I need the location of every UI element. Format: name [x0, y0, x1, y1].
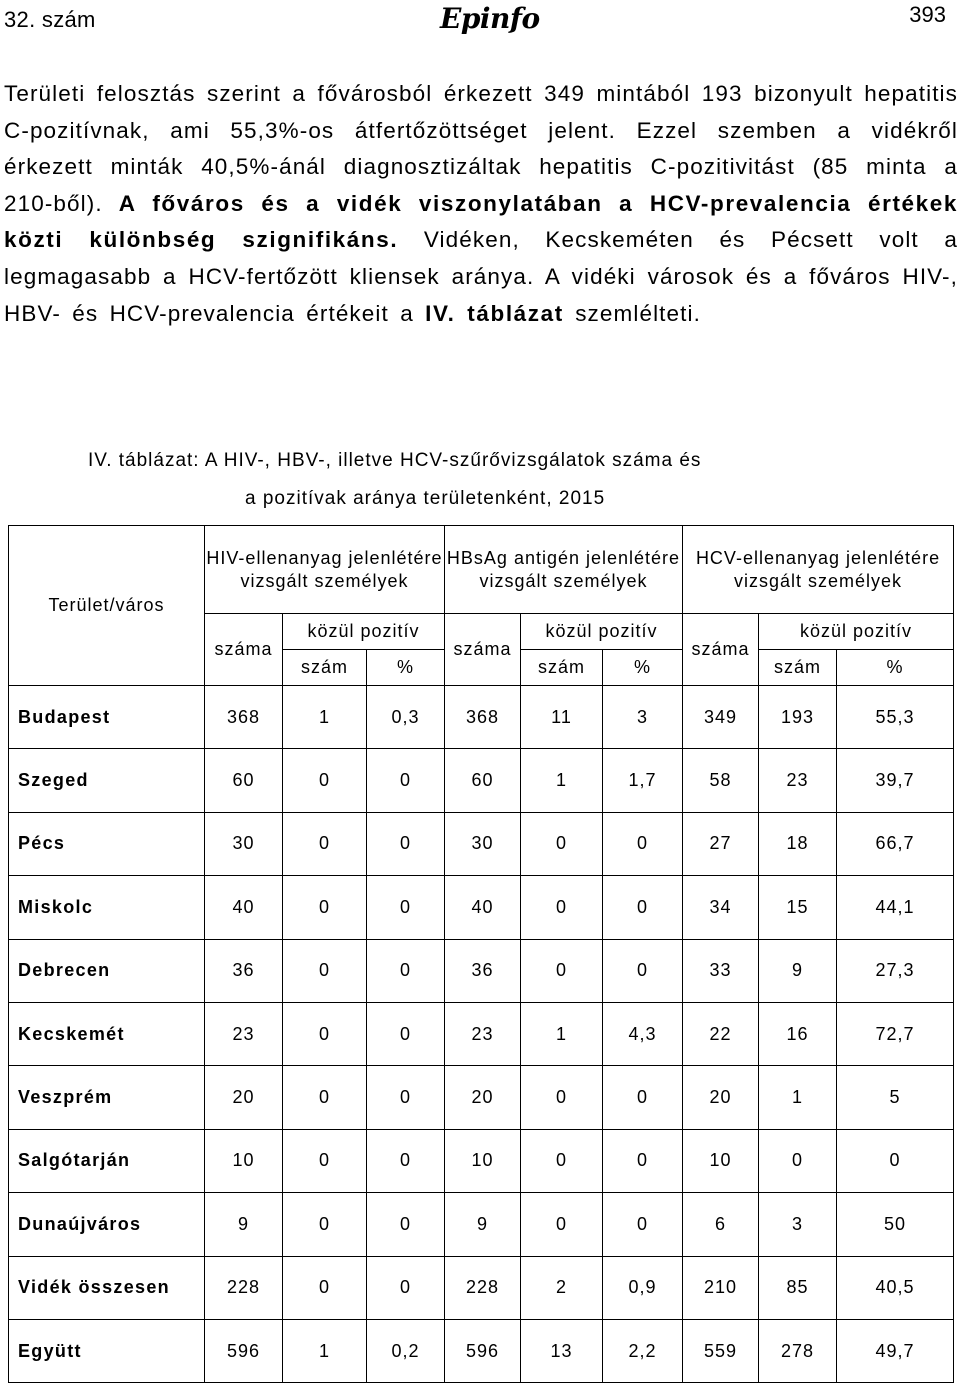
table-cell: 210 [683, 1256, 759, 1319]
table-reference: IV. táblázat [425, 300, 564, 326]
body-paragraph [4, 76, 958, 332]
header-hbs-pct: % [603, 650, 683, 686]
table-cell: 10 [683, 1129, 759, 1192]
table-cell: 20 [445, 1066, 521, 1129]
table-cell: 66,7 [837, 812, 954, 875]
table-cell: 193 [759, 686, 837, 749]
table-cell: 0 [367, 1256, 445, 1319]
table-cell: 0 [283, 1002, 367, 1065]
table-cell: 0 [603, 812, 683, 875]
paragraph-text-3: szemlélteti. [575, 300, 701, 326]
table-row [9, 1193, 954, 1256]
table-cell: 2 [521, 1256, 603, 1319]
header-hiv-pct: % [367, 650, 445, 686]
table-cell: 10 [445, 1129, 521, 1192]
table-cell: 60 [205, 749, 283, 812]
header-hcv-pct: % [837, 650, 954, 686]
row-area-name: Szeged [9, 749, 205, 812]
table-row [9, 876, 954, 939]
issue-number: 32. szám [4, 7, 96, 32]
table-cell: 559 [683, 1319, 759, 1382]
header-group-hcv: HCV-ellenanyag jelenlétére vizsgált személyek [683, 526, 954, 614]
table-cell: 0,3 [367, 686, 445, 749]
table-cell: 0 [521, 1066, 603, 1129]
table-caption-line-2: a pozitívak aránya területenként, 2015 [245, 488, 606, 509]
table-caption-line-1: IV. táblázat: A HIV-, HBV-, illetve HCV-szűrővizsgálatok száma és [88, 450, 702, 471]
paragraph-text-1: Területi felosztás szerint a fővárosból érkezett 349 mintából 193 bizonyult hepatitis C-pozitívnak, ami 55,3%-os átfertőzöttséget jelent. Ezzel szemben a vidékről érkezett minták 40,5%-ánál diagnosztizáltak hepatitis C-pozitivitást (85 minta a 210-ből). [4, 81, 958, 216]
table-row [9, 686, 954, 749]
table-cell: 4,3 [603, 1002, 683, 1065]
table-cell: 0 [283, 1066, 367, 1129]
table-cell: 27 [683, 812, 759, 875]
table-cell: 9 [445, 1193, 521, 1256]
table-cell: 0 [283, 1256, 367, 1319]
table-cell: 27,3 [837, 939, 954, 1002]
table-row [9, 1002, 954, 1065]
table-cell: 13 [521, 1319, 603, 1382]
epinfo-logo: Epinfo [440, 2, 540, 35]
table-row [9, 812, 954, 875]
table-cell: 15 [759, 876, 837, 939]
table-cell: 228 [205, 1256, 283, 1319]
table-cell: 0 [521, 939, 603, 1002]
table-cell: 349 [683, 686, 759, 749]
paragraph-bold-finding: A főváros és a vidék viszonylatában a HCV-prevalencia értékek közti különbség szignifikáns. [4, 190, 958, 253]
table-cell: 0 [521, 876, 603, 939]
header-hbs-count: száma [445, 614, 521, 686]
table-cell: 30 [445, 812, 521, 875]
table-cell: 596 [445, 1319, 521, 1382]
table-cell: 0 [521, 1193, 603, 1256]
table-cell: 278 [759, 1319, 837, 1382]
row-area-name: Debrecen [9, 939, 205, 1002]
table-cell: 60 [445, 749, 521, 812]
page-header [0, 0, 960, 40]
table-cell: 20 [683, 1066, 759, 1129]
row-area-name: Kecskemét [9, 1002, 205, 1065]
table-cell: 36 [205, 939, 283, 1002]
table-cell: 0 [367, 876, 445, 939]
table-row [9, 1129, 954, 1192]
table-cell: 1,7 [603, 749, 683, 812]
table-cell: 40 [205, 876, 283, 939]
table-cell: 18 [759, 812, 837, 875]
table-cell: 10 [205, 1129, 283, 1192]
table-cell: 22 [683, 1002, 759, 1065]
table-cell: 3 [759, 1193, 837, 1256]
table-cell: 0 [367, 1002, 445, 1065]
table-cell: 368 [445, 686, 521, 749]
header-hbs-positive: közül pozitív [521, 614, 683, 650]
table-cell: 368 [205, 686, 283, 749]
table-cell: 0 [603, 1066, 683, 1129]
table-cell: 5 [837, 1066, 954, 1129]
table-cell: 3 [603, 686, 683, 749]
header-group-hbsag: HBsAg antigén jelenlétére vizsgált személyek [445, 526, 683, 614]
table-cell: 40,5 [837, 1256, 954, 1319]
header-area: Terület/város [9, 526, 205, 686]
table-cell: 0 [283, 876, 367, 939]
table-cell: 36 [445, 939, 521, 1002]
table-cell: 0 [367, 749, 445, 812]
table-cell: 23 [205, 1002, 283, 1065]
table-cell: 11 [521, 686, 603, 749]
header-hcv-num: szám [759, 650, 837, 686]
header-group-hiv: HIV-ellenanyag jelenlétére vizsgált személyek [205, 526, 445, 614]
table-cell: 1 [283, 686, 367, 749]
table-cell: 34 [683, 876, 759, 939]
table-cell: 0 [603, 1129, 683, 1192]
row-area-name: Salgótarján [9, 1129, 205, 1192]
row-area-name: Veszprém [9, 1066, 205, 1129]
table-cell: 85 [759, 1256, 837, 1319]
table-cell: 0 [283, 1193, 367, 1256]
table-row [9, 749, 954, 812]
table-cell: 0,2 [367, 1319, 445, 1382]
row-area-name: Budapest [9, 686, 205, 749]
header-hcv-positive: közül pozitív [759, 614, 954, 650]
table-cell: 23 [445, 1002, 521, 1065]
table-cell: 49,7 [837, 1319, 954, 1382]
table-cell: 55,3 [837, 686, 954, 749]
table-cell: 0 [367, 939, 445, 1002]
table-cell: 596 [205, 1319, 283, 1382]
table-cell: 0 [837, 1129, 954, 1192]
table-cell: 0 [367, 1129, 445, 1192]
table-cell: 0 [759, 1129, 837, 1192]
table-cell: 39,7 [837, 749, 954, 812]
table-cell: 1 [283, 1319, 367, 1382]
table-cell: 0 [367, 1193, 445, 1256]
table-row [9, 1066, 954, 1129]
table-cell: 0 [283, 749, 367, 812]
table-cell: 33 [683, 939, 759, 1002]
table-cell: 1 [759, 1066, 837, 1129]
table-cell: 0 [283, 939, 367, 1002]
table-cell: 16 [759, 1002, 837, 1065]
header-hbs-num: szám [521, 650, 603, 686]
table-cell: 6 [683, 1193, 759, 1256]
page-number: 393 [909, 2, 946, 27]
row-area-name: Vidék összesen [9, 1256, 205, 1319]
table-cell: 0 [367, 1066, 445, 1129]
table-cell: 50 [837, 1193, 954, 1256]
header-hcv-count: száma [683, 614, 759, 686]
table-cell: 1 [521, 749, 603, 812]
row-area-name: Pécs [9, 812, 205, 875]
table-cell: 9 [759, 939, 837, 1002]
table-row [9, 939, 954, 1002]
table-cell: 0 [603, 876, 683, 939]
table-cell: 2,2 [603, 1319, 683, 1382]
table-cell: 72,7 [837, 1002, 954, 1065]
table-cell: 40 [445, 876, 521, 939]
table-cell: 1 [521, 1002, 603, 1065]
table-row [9, 1319, 954, 1382]
header-hiv-count: száma [205, 614, 283, 686]
table-cell: 228 [445, 1256, 521, 1319]
table-cell: 44,1 [837, 876, 954, 939]
table-cell: 58 [683, 749, 759, 812]
table-cell: 0 [521, 1129, 603, 1192]
table-cell: 0 [283, 1129, 367, 1192]
table-cell: 9 [205, 1193, 283, 1256]
table-cell: 30 [205, 812, 283, 875]
screening-table [8, 525, 954, 1383]
paragraph-text-2: Vidéken, Kecskeméten és Pécsett volt a legmagasabb a HCV-fertőzött kliensek aránya. A vidéki városok és a főváros HIV-, HBV- és HCV-prevalencia értékeit a [4, 227, 958, 326]
table-row [9, 1256, 954, 1319]
table-cell: 0 [603, 939, 683, 1002]
header-hiv-positive: közül pozitív [283, 614, 445, 650]
row-area-name: Dunaújváros [9, 1193, 205, 1256]
table-cell: 0 [283, 812, 367, 875]
table-cell: 23 [759, 749, 837, 812]
table-cell: 0 [367, 812, 445, 875]
table-cell: 20 [205, 1066, 283, 1129]
table-cell: 0 [521, 812, 603, 875]
row-area-name: Együtt [9, 1319, 205, 1382]
table-cell: 0,9 [603, 1256, 683, 1319]
table-cell: 0 [603, 1193, 683, 1256]
header-hiv-num: szám [283, 650, 367, 686]
row-area-name: Miskolc [9, 876, 205, 939]
